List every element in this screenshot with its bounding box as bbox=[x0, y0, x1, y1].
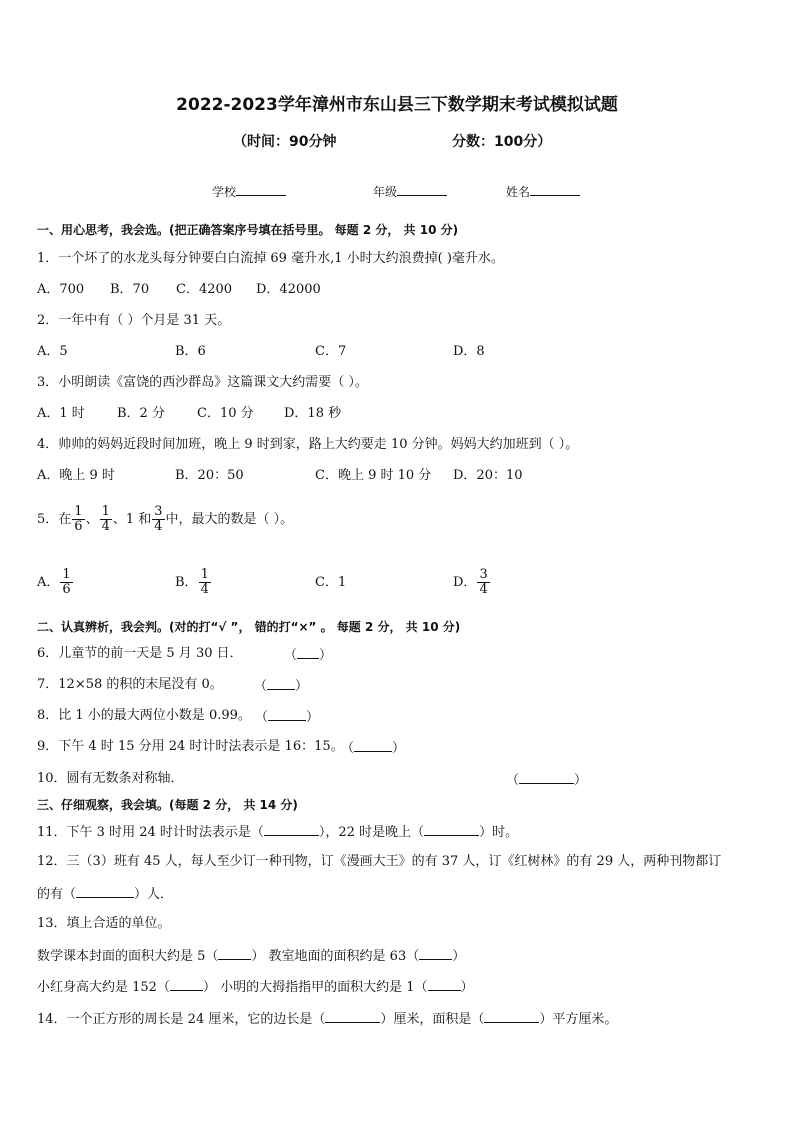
question-12-cont: 的有（ ）人． bbox=[37, 887, 174, 902]
question-5: 5．在 $\frac{1}{6}$ 、 $\frac{1}{4}$ 、1 和 $\frac{3}{4}$ 中，最大的数是（ ）。 bbox=[37, 504, 294, 534]
q4-option-a[interactable]: A．晚上 9 时 bbox=[37, 468, 115, 483]
q3-option-d[interactable]: D．18 秒 bbox=[284, 406, 342, 421]
q5-option-a[interactable]: A． $\frac{1}{6}$ bbox=[37, 567, 71, 597]
q2-option-a[interactable]: A．5 bbox=[37, 344, 68, 359]
question-6: 6．儿童节的前一天是 5 月 30 日． bbox=[37, 646, 243, 661]
section-1-heading: 一、用心思考，我会选。(把正确答案序号填在括号里。 每题 2 分， 共 10 分) bbox=[37, 223, 459, 237]
question-7: 7．12×58 的积的末尾没有 0。 bbox=[37, 677, 223, 692]
q14-blank-2[interactable] bbox=[484, 1010, 539, 1023]
question-3: 3．小明朗读《富饶的西沙群岛》这篇课文大约需要（ ）。 bbox=[37, 375, 368, 390]
exam-score: 分数：100分） bbox=[452, 134, 552, 150]
q3-option-a[interactable]: A．1 时 bbox=[37, 406, 85, 421]
q7-answer-blank[interactable]: （ ） bbox=[254, 679, 309, 694]
question-14: 14．一个正方形的周长是 24 厘米，它的边长是（ ）厘米，面积是（ ）平方厘米。 bbox=[37, 1012, 618, 1027]
exam-time: （时间：90分钟 bbox=[233, 134, 337, 150]
question-11: 11．下午 3 时用 24 时计时法表示是（ ），22 时是晚上（ ）时。 bbox=[37, 825, 519, 840]
q13-blank-4[interactable] bbox=[428, 978, 461, 991]
question-13-row-2: 小红身高大约是 152（ ） 小明的大拇指指甲的面积大约是 1（ ） bbox=[37, 980, 474, 995]
q1-option-b[interactable]: B．70 bbox=[110, 282, 150, 297]
section-2-heading: 二、认真辨析，我会判。(对的打“√ ”， 错的打“×” 。 每题 2 分， 共 10 分) bbox=[37, 620, 461, 634]
question-9: 9．下午 4 时 15 分用 24 时计时法表示是 16：15。 bbox=[37, 739, 344, 754]
q8-answer-blank[interactable]: （ ） bbox=[255, 710, 320, 725]
q1-option-a[interactable]: A．700 bbox=[37, 282, 85, 297]
q11-blank-1[interactable] bbox=[264, 823, 319, 836]
fraction-one-sixth: $\frac{1}{6}$ bbox=[74, 504, 83, 534]
q13-blank-3[interactable] bbox=[170, 978, 203, 991]
q5-option-c[interactable]: C．1 bbox=[315, 575, 347, 590]
q1-option-c[interactable]: C．4200 bbox=[176, 282, 233, 297]
question-4: 4．帅帅的妈妈近段时间加班，晚上 9 时到家，路上大约要走 10 分钟。妈妈大约加班到（ ）。 bbox=[37, 437, 579, 452]
q13-blank-2[interactable] bbox=[419, 947, 452, 960]
fraction-one-quarter: $\frac{1}{4}$ bbox=[101, 504, 110, 534]
q5-option-d[interactable]: D． $\frac{3}{4}$ bbox=[453, 567, 488, 597]
q14-blank-1[interactable] bbox=[325, 1010, 380, 1023]
q5-option-b[interactable]: B． $\frac{1}{4}$ bbox=[175, 567, 209, 597]
q3-option-c[interactable]: C．10 分 bbox=[197, 406, 254, 421]
grade-field[interactable]: 年级 bbox=[373, 183, 447, 200]
q10-answer-blank[interactable]: （ ） bbox=[506, 773, 588, 788]
school-field[interactable]: 学校 bbox=[212, 183, 286, 200]
q4-option-d[interactable]: D．20：10 bbox=[453, 468, 523, 483]
section-3-heading: 三、仔细观察，我会填。(每题 2 分， 共 14 分) bbox=[37, 798, 298, 812]
fraction-three-quarters: $\frac{3}{4}$ bbox=[154, 504, 163, 534]
question-1: 1．一个坏了的水龙头每分钟要白白流掉 69 毫升水,1 小时大约浪费掉( )毫升水。 bbox=[37, 251, 504, 266]
question-2: 2．一年中有（ ）个月是 31 天。 bbox=[37, 313, 231, 328]
q4-option-c[interactable]: C．晚上 9 时 10 分 bbox=[315, 468, 432, 483]
q2-option-d[interactable]: D．8 bbox=[453, 344, 485, 359]
page-title: 2022-2023学年漳州市东山县三下数学期末考试模拟试题 bbox=[176, 95, 618, 115]
q2-option-b[interactable]: B．6 bbox=[175, 344, 206, 359]
q11-blank-2[interactable] bbox=[424, 823, 479, 836]
q6-answer-blank[interactable]: （ ） bbox=[284, 648, 333, 663]
question-10: 10．圆有无数条对称轴． bbox=[37, 771, 184, 786]
question-8: 8．比 1 小的最大两位小数是 0.99。 bbox=[37, 708, 251, 723]
question-13: 13．填上合适的单位。 bbox=[37, 916, 171, 931]
q4-option-b[interactable]: B．20：50 bbox=[175, 468, 244, 483]
question-13-row-1: 数学课本封面的面积大约是 5（ ） 教室地面的面积约是 63（ ） bbox=[37, 949, 466, 964]
q12-blank[interactable] bbox=[76, 885, 134, 898]
q1-option-d[interactable]: D．42000 bbox=[256, 282, 321, 297]
question-12: 12．三（3）班有 45 人，每人至少订一种刊物，订《漫画大王》的有 37 人，订《红树林》的有 29 人，两种刊物都订 bbox=[37, 854, 722, 869]
q2-option-c[interactable]: C．7 bbox=[315, 344, 347, 359]
q3-option-b[interactable]: B．2 分 bbox=[117, 406, 165, 421]
name-field[interactable]: 姓名 bbox=[506, 183, 580, 200]
q9-answer-blank[interactable]: （ ） bbox=[341, 741, 406, 756]
q13-blank-1[interactable] bbox=[218, 947, 251, 960]
